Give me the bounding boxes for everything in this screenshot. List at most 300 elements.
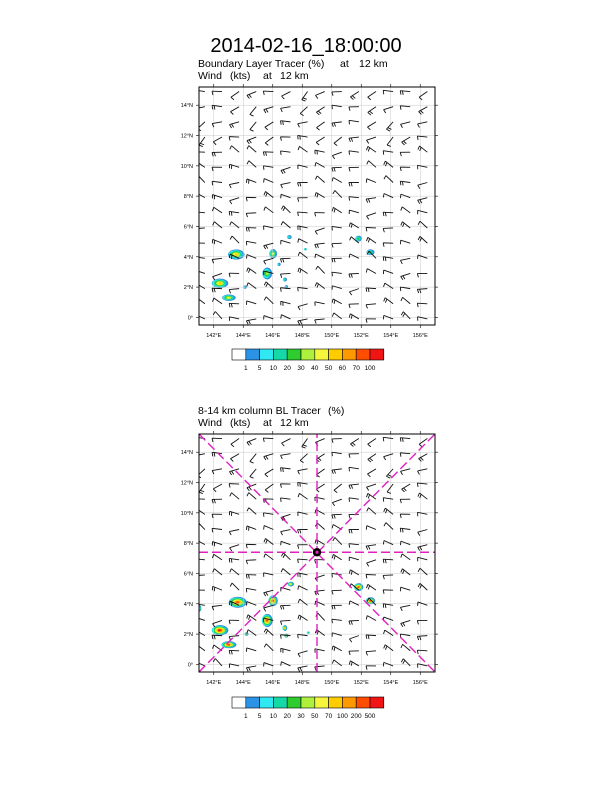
wind-barb: [315, 192, 325, 197]
wind-barb: [349, 137, 359, 142]
wind-barb: [298, 122, 308, 127]
wind-barb: [246, 213, 256, 217]
wind-barb: [264, 590, 274, 596]
tracer-blob: [287, 235, 291, 239]
wind-barb: [387, 137, 393, 146]
bottom-title-wind-unit: (kts): [230, 417, 251, 429]
wind-barb: [281, 107, 291, 112]
wind-barb: [332, 313, 341, 319]
colorbar-swatch: [232, 349, 246, 360]
wind-barb: [349, 454, 359, 458]
wind-barb: [195, 212, 205, 216]
wind-barb: [332, 299, 342, 304]
wind-barb: [247, 161, 256, 168]
wind-barb: [366, 635, 376, 639]
wind-barb: [231, 92, 239, 100]
wind-barb: [298, 135, 308, 139]
wind-barb: [384, 523, 393, 530]
wind-barb: [418, 210, 428, 214]
y-tick-label: 0°: [187, 662, 193, 669]
wind-barb: [401, 273, 411, 279]
tracer-contour: [271, 253, 273, 255]
wind-barb: [213, 569, 222, 575]
wind-barb: [281, 569, 290, 575]
wind-barb: [282, 92, 291, 100]
wind-barb: [400, 91, 410, 95]
x-tick-label: 150°E: [324, 680, 340, 686]
wind-barb: [400, 499, 410, 503]
wind-barb: [332, 452, 342, 456]
wind-barb: [281, 222, 290, 228]
wind-barb: [349, 661, 359, 666]
wind-barb: [229, 511, 239, 516]
wind-barb: [349, 314, 359, 319]
wind-barb: [366, 666, 376, 670]
wind-barb: [195, 298, 204, 304]
tracer-contour: [357, 238, 359, 240]
wind-barb: [332, 605, 342, 609]
wind-barb: [366, 616, 376, 621]
wind-barb: [280, 137, 290, 141]
colorbar-label: 30: [297, 365, 305, 372]
colorbar-swatch: [232, 697, 246, 708]
wind-barb: [281, 121, 291, 125]
tracer-blob: [277, 263, 280, 266]
wind-barb: [418, 493, 427, 499]
wind-barb: [400, 528, 410, 532]
wind-barb: [366, 651, 376, 656]
wind-barb: [400, 152, 410, 156]
wind-barb: [246, 544, 256, 548]
y-tick-label: 10°N: [180, 163, 193, 170]
wind-barb: [229, 273, 239, 277]
wind-barb: [332, 122, 342, 127]
wind-barb: [400, 181, 410, 185]
x-tick-label: 154°E: [383, 680, 399, 686]
wind-barb: [349, 254, 359, 258]
wind-barb: [366, 237, 376, 243]
wind-barb: [366, 574, 376, 578]
wind-barb: [315, 176, 324, 183]
wind-barb: [384, 630, 394, 636]
wind-barb: [368, 107, 376, 115]
wind-barb: [419, 454, 428, 462]
wind-barb: [418, 122, 428, 128]
wind-barb: [387, 484, 393, 493]
top-map-panel: [181, 84, 438, 339]
wind-barb: [281, 530, 291, 536]
wind-barb: [384, 107, 394, 113]
wind-barb: [195, 162, 205, 168]
colorbar-swatch: [315, 697, 329, 708]
wind-barb: [264, 243, 274, 249]
wind-barb: [229, 650, 239, 654]
wind-barb: [349, 182, 359, 186]
wind-barb: [400, 167, 410, 171]
colorbar-label: 70: [324, 713, 333, 720]
center-marker-dot: [315, 551, 318, 554]
wind-barb: [230, 583, 239, 590]
wind-barb: [213, 222, 222, 228]
wind-barb: [195, 540, 205, 545]
wind-barb: [349, 514, 359, 518]
wind-barb: [384, 176, 393, 183]
colorbar-swatch: [356, 697, 370, 708]
wind-barb: [213, 484, 222, 492]
wind-barb: [316, 137, 324, 145]
wind-barb: [247, 146, 256, 153]
wind-barb: [332, 590, 342, 594]
top-title-wind-unit: (kts): [230, 70, 251, 82]
wind-barb: [418, 557, 428, 561]
wind-barb: [401, 569, 410, 575]
wind-barb: [332, 152, 341, 159]
wind-barb: [298, 559, 308, 563]
wind-barb: [298, 482, 308, 486]
wind-barb: [195, 454, 205, 460]
wind-barb: [264, 297, 273, 304]
bottom-colorbar: [232, 697, 384, 720]
wind-barb: [418, 146, 427, 152]
wind-barb: [229, 122, 239, 128]
wind-barb: [349, 167, 359, 171]
wind-barb: [230, 493, 239, 499]
x-tick-label: 148°E: [294, 333, 310, 339]
wind-barb: [315, 92, 324, 99]
wind-barb: [332, 105, 342, 109]
wind-barb: [349, 570, 359, 575]
wind-barb: [349, 467, 359, 471]
tracer-contour: [226, 297, 229, 299]
wind-barb: [332, 92, 342, 96]
colorbar-swatch: [301, 697, 315, 708]
wind-barb: [418, 221, 427, 228]
bottom-title-tracer-unit: (%): [328, 405, 345, 417]
colorbar-swatch: [246, 697, 260, 708]
y-tick-label: 2°N: [183, 285, 193, 292]
tracer-contour: [284, 627, 286, 629]
wind-barb: [367, 560, 376, 567]
y-tick-label: 6°N: [183, 224, 193, 231]
x-tick-label: 154°E: [383, 333, 399, 339]
wind-barb: [229, 164, 239, 169]
tracer-blob: [288, 582, 294, 586]
colorbar-label: 500: [364, 713, 376, 720]
wind-barb: [281, 648, 291, 653]
wind-barb: [300, 107, 307, 116]
wind-barb: [419, 107, 428, 115]
tracer-contour: [272, 600, 274, 602]
y-tick-label: 12°N: [180, 133, 193, 140]
wind-barb: [281, 315, 291, 319]
wind-barb: [265, 122, 273, 130]
colorbar-label: 60: [338, 365, 347, 372]
tracer-blob: [222, 295, 235, 301]
wind-barb: [250, 454, 256, 463]
wind-barb: [400, 287, 410, 291]
top-title-wind-at: at: [263, 70, 272, 82]
wind-barb: [246, 241, 256, 245]
wind-barb: [264, 538, 273, 544]
x-tick-label: 156°E: [412, 680, 428, 686]
wind-barb: [418, 545, 428, 551]
wind-barb: [366, 545, 376, 550]
wind-barb: [367, 484, 376, 490]
wind-barb: [332, 167, 342, 171]
wind-barb: [298, 493, 307, 499]
colorbar-label: 10: [269, 365, 278, 372]
wind-barb: [332, 439, 342, 443]
wind-barb: [195, 575, 205, 579]
wind-barb: [401, 659, 410, 666]
wind-barb: [349, 529, 359, 533]
wind-barb: [418, 568, 427, 575]
wind-barb: [383, 270, 393, 274]
wind-barb: [400, 438, 410, 442]
wind-barb: [383, 151, 393, 155]
wind-barb: [368, 439, 376, 447]
wind-barb: [247, 508, 256, 515]
wind-barb: [298, 615, 308, 620]
wind-barb: [230, 107, 239, 115]
wind-barb: [349, 498, 359, 502]
wind-barb: [298, 469, 308, 474]
wind-barb: [349, 304, 359, 308]
colorbar-swatch: [287, 349, 301, 360]
wind-barb: [333, 537, 342, 544]
wind-barb: [230, 198, 240, 204]
wind-barb: [384, 298, 393, 304]
tracer-blob: [283, 278, 287, 282]
wind-barb: [383, 90, 393, 94]
wind-barb: [247, 92, 256, 99]
wind-barb: [264, 644, 273, 651]
x-tick-label: 152°E: [353, 333, 369, 339]
wind-barb: [247, 137, 256, 144]
bottom-title-wind-at: at: [263, 417, 272, 429]
wind-barb: [264, 454, 274, 460]
wind-barb: [366, 584, 376, 590]
wind-barb: [195, 152, 205, 156]
wind-barb: [280, 273, 290, 277]
x-tick-label: 144°E: [235, 680, 251, 686]
wind-barb: [229, 303, 239, 307]
wind-barb: [282, 439, 291, 447]
wind-barb: [264, 526, 274, 530]
x-tick-label: 146°E: [265, 680, 281, 686]
colorbar-label: 5: [257, 713, 262, 720]
x-tick-label: 148°E: [294, 680, 310, 686]
wind-barb: [401, 297, 410, 303]
wind-barb: [298, 634, 308, 638]
wind-barb: [229, 620, 239, 624]
wind-barb: [247, 268, 257, 274]
wind-barb: [246, 575, 256, 579]
tracer-contour: [218, 282, 221, 284]
top-title-tracer-unit: (%): [308, 58, 325, 70]
x-tick-label: 142°E: [206, 680, 222, 686]
wind-barb: [247, 648, 257, 652]
wind-barb: [263, 91, 273, 95]
wind-barb: [263, 513, 273, 517]
colorbar-swatch: [260, 349, 274, 360]
wind-barb: [349, 223, 359, 228]
wind-barb: [246, 228, 256, 232]
wind-barb: [349, 120, 359, 124]
wind-barb: [350, 92, 358, 100]
tracer-contour: [289, 583, 291, 585]
wind-barb: [229, 484, 239, 488]
wind-barb: [417, 636, 427, 640]
wind-barb: [263, 166, 273, 170]
wind-barb: [298, 183, 308, 187]
wind-barb: [298, 252, 307, 258]
wind-barb: [332, 619, 342, 623]
colorbar-swatch: [315, 349, 329, 360]
colorbar-swatch: [246, 349, 260, 360]
y-tick-label: 8°N: [183, 194, 193, 201]
wind-barb: [417, 483, 427, 487]
wind-barb: [264, 282, 273, 289]
wind-barb: [418, 236, 427, 243]
colorbar-swatch: [287, 697, 301, 708]
figure-title: 2014-02-16_18:00:00: [210, 35, 402, 57]
tracer-contour: [235, 253, 238, 255]
y-tick-label: 8°N: [183, 541, 193, 548]
wind-barb: [195, 645, 204, 651]
tracer-contour: [305, 248, 307, 250]
wind-barb: [401, 122, 411, 128]
wind-barb: [230, 146, 239, 152]
wind-barb: [400, 514, 410, 518]
wind-barb: [315, 254, 325, 258]
wind-barb: [417, 650, 427, 654]
wind-barb: [400, 106, 410, 110]
wind-barb: [281, 301, 291, 306]
colorbar-label: 100: [336, 713, 348, 720]
wind-barb: [384, 454, 394, 460]
wind-barb: [417, 289, 427, 293]
wind-barb: [417, 620, 427, 624]
colorbar-label: 50: [311, 713, 319, 720]
wind-barb: [366, 198, 376, 203]
wind-barb: [400, 605, 410, 611]
wind-barb: [368, 454, 376, 462]
wind-barb: [401, 554, 410, 560]
top-title-wind: Wind: [198, 70, 222, 82]
wind-barb: [315, 162, 325, 167]
wind-barb: [367, 469, 376, 477]
wind-barb: [196, 175, 205, 182]
wind-barb: [281, 468, 291, 472]
wind-barb: [264, 107, 274, 113]
wind-barb: [366, 288, 376, 292]
wind-barb: [247, 179, 257, 184]
wind-barb: [349, 151, 359, 155]
wind-barb: [366, 304, 376, 309]
wind-barb: [229, 137, 239, 141]
colorbar-swatch: [342, 349, 356, 360]
wind-barb: [199, 484, 205, 494]
wind-barb: [213, 658, 222, 665]
wind-barb: [418, 198, 428, 204]
wind-barb: [230, 222, 239, 228]
wind-barb: [417, 136, 427, 140]
wind-barb: [332, 646, 342, 651]
wind-barb: [195, 631, 205, 636]
wind-barb: [332, 243, 342, 247]
wind-barb: [298, 304, 308, 310]
wind-barb: [332, 554, 342, 559]
wind-barb: [195, 107, 205, 113]
wind-barb: [368, 92, 376, 100]
y-tick-label: 4°N: [183, 254, 193, 261]
wind-barb: [298, 599, 307, 605]
wind-barb: [229, 289, 239, 294]
wind-barb: [367, 122, 376, 130]
wind-barb: [281, 454, 291, 459]
wind-barb: [315, 666, 325, 671]
wind-barb: [281, 183, 291, 189]
wind-barb: [402, 137, 411, 145]
wind-barb: [213, 137, 222, 145]
wind-barb: [298, 586, 308, 590]
wind-barb: [366, 227, 376, 231]
wind-barb: [280, 288, 290, 292]
wind-barb: [229, 469, 239, 475]
wind-barb: [349, 636, 358, 643]
wind-barb: [417, 273, 427, 277]
wind-barb: [383, 559, 393, 563]
wind-barb: [230, 569, 239, 575]
y-tick-label: 14°N: [180, 103, 193, 110]
wind-barb: [195, 90, 205, 94]
wind-barb: [401, 620, 411, 626]
wind-barb: [263, 152, 273, 156]
wind-barb: [383, 212, 393, 216]
wind-barb: [195, 228, 205, 232]
wind-barb: [281, 167, 291, 173]
wind-barb: [199, 137, 205, 147]
tracer-contour: [277, 263, 279, 265]
wind-barb: [334, 137, 342, 146]
wind-barb: [366, 526, 376, 530]
wind-barb: [349, 557, 359, 561]
colorbar-label: 1: [243, 365, 248, 372]
tracer-contour: [308, 632, 310, 634]
wind-barb: [383, 604, 393, 608]
wind-barb: [195, 193, 205, 198]
wind-barb: [315, 319, 325, 324]
wind-barb: [349, 544, 359, 548]
wind-barb: [383, 243, 393, 247]
wind-barb: [280, 258, 290, 262]
wind-barb: [229, 530, 239, 536]
wind-barb: [367, 137, 376, 143]
x-tick-label: 156°E: [412, 333, 428, 339]
wind-barb: [263, 438, 273, 442]
wind-barb: [401, 222, 410, 228]
wind-barb: [230, 454, 239, 462]
wind-barb: [400, 453, 410, 457]
wind-barb: [195, 499, 205, 503]
wind-barb: [384, 645, 393, 651]
wind-barb: [264, 629, 273, 636]
wind-barb: [383, 194, 393, 198]
bottom-title-tracer: 8-14 km column BL Tracer: [198, 405, 321, 417]
wind-barb: [281, 553, 290, 560]
y-tick-label: 6°N: [183, 571, 193, 578]
